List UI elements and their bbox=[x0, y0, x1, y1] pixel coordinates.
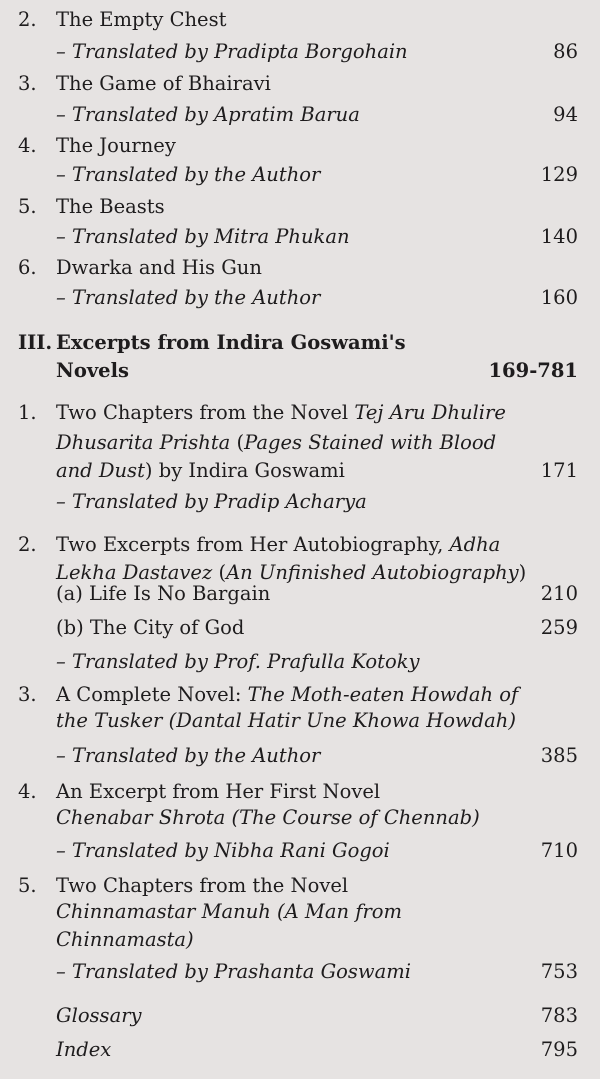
page-number: 140 bbox=[540, 225, 578, 248]
toc-entry-title bbox=[0, 925, 600, 955]
toc-entry-title bbox=[0, 192, 600, 222]
section-title: Excerpts from Indira Goswami's bbox=[56, 331, 406, 354]
toc-entry-translator bbox=[0, 957, 600, 987]
entry-title: ) bbox=[518, 561, 527, 584]
entry-title: The Empty Chest bbox=[56, 8, 227, 31]
toc-entry-translator bbox=[0, 160, 600, 190]
entry-title-italic: the Tusker (Dantal Hatir Une Khowa Howdah) bbox=[56, 709, 516, 732]
section-title: Novels bbox=[56, 359, 129, 382]
toc-entry-title bbox=[0, 428, 600, 458]
toc-back-matter bbox=[0, 1001, 600, 1031]
toc-entry-translator bbox=[0, 283, 600, 313]
toc-entry-title bbox=[0, 706, 600, 736]
page-number: 385 bbox=[540, 744, 578, 767]
page-number: 210 bbox=[540, 582, 578, 605]
page-number: 160 bbox=[540, 286, 578, 309]
entry-title: ( bbox=[212, 561, 227, 584]
entry-title: The Beasts bbox=[56, 195, 165, 218]
toc-back-matter bbox=[0, 1035, 600, 1065]
toc-entry-translator bbox=[0, 487, 600, 517]
entry-title: An Excerpt from Her First Novel bbox=[56, 780, 381, 803]
entry-title: The Journey bbox=[56, 134, 176, 157]
toc-entry-translator bbox=[0, 741, 600, 771]
subentry-label: (b) bbox=[56, 616, 84, 639]
translator: – Translated by Prashanta Goswami bbox=[56, 960, 411, 983]
entry-number: 3. bbox=[18, 72, 37, 95]
translator: – Translated by the Author bbox=[56, 286, 321, 309]
translator: – Translated by Mitra Phukan bbox=[56, 225, 350, 248]
page-number: 94 bbox=[553, 103, 578, 126]
translator: – Translated by Nibha Rani Gogoi bbox=[56, 839, 390, 862]
toc-entry-title bbox=[0, 5, 600, 35]
subentry-title: Life Is No Bargain bbox=[89, 582, 271, 605]
translator: – Translated by Apratim Barua bbox=[56, 103, 360, 126]
entry-title-italic: Chinnamastar Manuh (A Man from bbox=[56, 900, 403, 923]
entry-title: A Complete Novel: bbox=[56, 683, 248, 706]
toc-subentry bbox=[0, 613, 600, 643]
section-heading-cont bbox=[0, 356, 600, 386]
toc-entry-title bbox=[0, 253, 600, 283]
toc-entry-title bbox=[0, 398, 600, 428]
entry-title: ) by Indira Goswami bbox=[144, 459, 345, 482]
translator: – Translated by Prof. Prafulla Kotoky bbox=[56, 650, 420, 673]
entry-title: ( bbox=[230, 431, 245, 454]
translator: – Translated by Pradip Acharya bbox=[56, 490, 367, 513]
back-matter-title: Glossary bbox=[56, 1004, 142, 1027]
entry-title-italic: The Moth-eaten Howdah of bbox=[247, 683, 519, 706]
entry-title-italic: Dhusarita Prishta bbox=[56, 431, 231, 454]
entry-number: 5. bbox=[18, 874, 37, 897]
section-number: III. bbox=[18, 331, 53, 354]
toc-entry-translator bbox=[0, 100, 600, 130]
entry-title-italic: Tej Aru Dhulire bbox=[354, 401, 506, 424]
page-number: 753 bbox=[540, 960, 578, 983]
page-number: 795 bbox=[540, 1038, 578, 1061]
subentry-title: The City of God bbox=[89, 616, 245, 639]
entry-title-italic: Adha bbox=[449, 533, 501, 556]
entry-number: 5. bbox=[18, 195, 37, 218]
toc-entry-title bbox=[0, 530, 600, 560]
page-number: 259 bbox=[540, 616, 578, 639]
entry-title: Two Chapters from the Novel bbox=[56, 401, 355, 424]
toc-entry-translator bbox=[0, 37, 600, 67]
toc-subentry bbox=[0, 579, 600, 609]
page-number: 710 bbox=[540, 839, 578, 862]
translator: – Translated by the Author bbox=[56, 163, 321, 186]
toc-entry-title bbox=[0, 803, 600, 833]
toc-entry-title bbox=[0, 456, 600, 486]
entry-number: 4. bbox=[18, 780, 37, 803]
entry-title-italic: Lekha Dastavez bbox=[56, 561, 213, 584]
page-number: 86 bbox=[553, 40, 578, 63]
page-number: 171 bbox=[540, 459, 578, 482]
entry-title-italic: and Dust bbox=[56, 459, 145, 482]
entry-number: 6. bbox=[18, 256, 37, 279]
entry-number: 4. bbox=[18, 134, 37, 157]
page-number: 129 bbox=[540, 163, 578, 186]
toc-entry-title bbox=[0, 897, 600, 927]
entry-title: Two Excerpts from Her Autobiography, bbox=[56, 533, 450, 556]
page-range: 169-781 bbox=[488, 359, 578, 382]
back-matter-title: Index bbox=[56, 1038, 112, 1061]
page-number: 783 bbox=[540, 1004, 578, 1027]
toc-entry-title bbox=[0, 69, 600, 99]
entry-title-italic: Chenabar Shrota (The Course of Chennab) bbox=[56, 806, 480, 829]
entry-number: 2. bbox=[18, 8, 37, 31]
entry-title-italic: An Unfinished Autobiography bbox=[226, 561, 519, 584]
entry-title: Two Chapters from the Novel bbox=[56, 874, 349, 897]
toc-entry-translator bbox=[0, 836, 600, 866]
section-heading bbox=[0, 328, 600, 358]
toc-entry-translator bbox=[0, 222, 600, 252]
toc-entry-translator bbox=[0, 647, 600, 677]
toc-entry-title bbox=[0, 131, 600, 161]
entry-title: Dwarka and His Gun bbox=[56, 256, 262, 279]
entry-number: 2. bbox=[18, 533, 37, 556]
entry-title-italic: Chinnamasta) bbox=[56, 928, 194, 951]
entry-title: The Game of Bhairavi bbox=[56, 72, 271, 95]
entry-title-italic: Pages Stained with Blood bbox=[244, 431, 497, 454]
entry-number: 3. bbox=[18, 683, 37, 706]
entry-number: 1. bbox=[18, 401, 37, 424]
translator: – Translated by Pradipta Borgohain bbox=[56, 40, 408, 63]
subentry-label: (a) bbox=[56, 582, 83, 605]
translator: – Translated by the Author bbox=[56, 744, 321, 767]
